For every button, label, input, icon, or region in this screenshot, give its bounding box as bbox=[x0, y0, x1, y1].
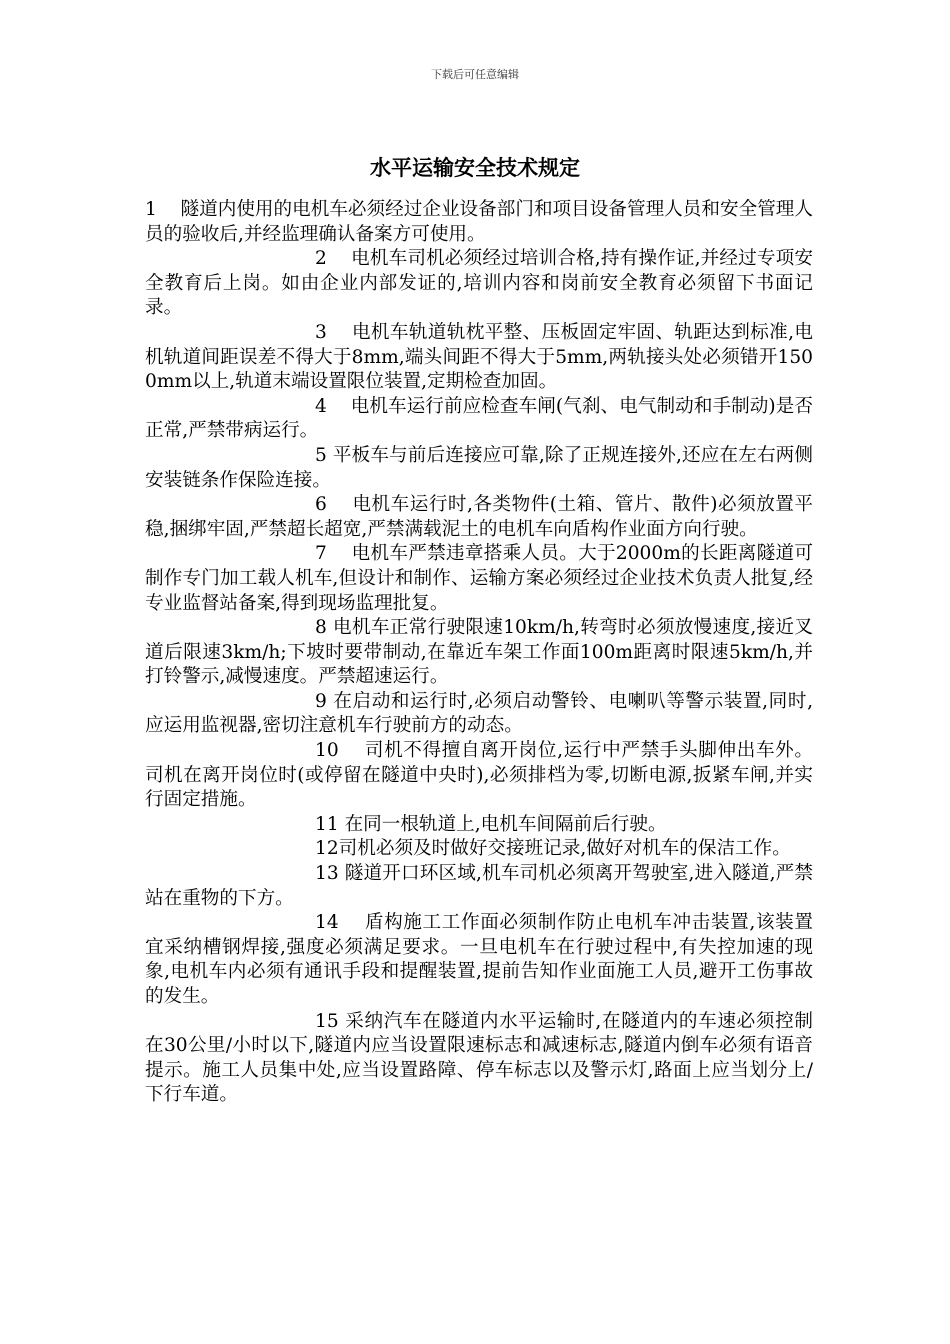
paragraph-15: 15 采纳汽车在隧道内水平运输时,在隧道内的车速必须控制在30公里/小时以下,隧道内应当设置限速标志和减速标志,隧道内倒车必须有语音提示。施工人员集中处,应当设置路障、停车标志以及警示灯,路面上应当划分上/下行车道。 bbox=[145, 1010, 813, 1106]
paragraph-4: 4 电机车运行前应检查车闸(气刹、电气制动和手制动)是否正常,严禁带病运行。 bbox=[145, 395, 813, 442]
paragraph-1: 1 隧道内使用的电机车必须经过企业设备部门和项目设备管理人员和安全管理人员的验收后,并经监理确认备案方可使用。 bbox=[145, 199, 813, 245]
paragraph-10: 10 司机不得擅自离开岗位,运行中严禁手头脚伸出车外。司机在离开岗位时(或停留在隧道中央时),必须排档为零,切断电源,扳紧车闸,并实行固定措施。 bbox=[145, 740, 813, 811]
document-title: 水平运输安全技术规定 bbox=[370, 156, 580, 180]
paragraph-7: 7 电机车严禁违章搭乘人员。大于2000m的长距离隧道可制作专门加工载人机车,但设计和制作、运输方案必须经过企业技术负责人批复,经专业监督站备案,得到现场监理批复。 bbox=[145, 543, 813, 614]
document-body bbox=[145, 198, 813, 1108]
paragraph-13: 13 隧道开口环区域,机车司机必须离开驾驶室,进入隧道,严禁站在重物的下方。 bbox=[145, 863, 813, 909]
paragraph-5: 5 平板车与前后连接应可靠,除了正规连接外,还应在左右两侧安装链条作保险连接。 bbox=[145, 444, 813, 491]
paragraph-12: 12司机必须及时做好交接班记录,做好对机车的保洁工作。 bbox=[315, 838, 791, 860]
paragraph-11: 11 在同一根轨道上,电机车间隔前后行驶。 bbox=[315, 813, 667, 835]
paragraph-2: 2 电机车司机必须经过培训合格,持有操作证,并经过专项安全教育后上岗。如由企业内部发证的,培训内容和岗前安全教育必须留下书面记录。 bbox=[145, 248, 813, 319]
paragraph-6: 6 电机车运行时,各类物件(土箱、管片、散件)必须放置平稳,捆绑牢固,严禁超长超宽,严禁满载泥土的电机车向盾构作业面方向行驶。 bbox=[145, 494, 813, 540]
page-header-note: 下载后可任意编辑 bbox=[431, 68, 519, 81]
paragraph-8: 8 电机车正常行驶限速10km/h,转弯时必须放慢速度,接近叉道后限速3km/h;下坡时要带制动,在靠近车架工作面100m距离时限速5km/h,并打铃警示,减慢速度。严禁超速运行。 bbox=[145, 617, 813, 688]
paragraph-9: 9 在启动和运行时,必须启动警铃、电喇叭等警示装置,同时,应运用监视器,密切注意机车行驶前方的动态。 bbox=[145, 690, 813, 737]
paragraph-14: 14 盾构施工工作面必须制作防止电机车冲击装置,该装置宜采纳槽钢焊接,强度必须满足要求。一旦电机车在行驶过程中,有失控加速的现象,电机车内必须有通讯手段和提醒装置,提前告知作业面施工人员,避开工伤事故的发生。 bbox=[145, 912, 813, 1007]
paragraph-3: 3 电机车轨道轨枕平整、压板固定牢固、轨距达到标准,电机轨道间距误差不得大于8mm,端头间距不得大于5mm,两轨接头处必须错开1500mm以上,轨道末端设置限位装置,定期检查加固。 bbox=[145, 321, 813, 393]
